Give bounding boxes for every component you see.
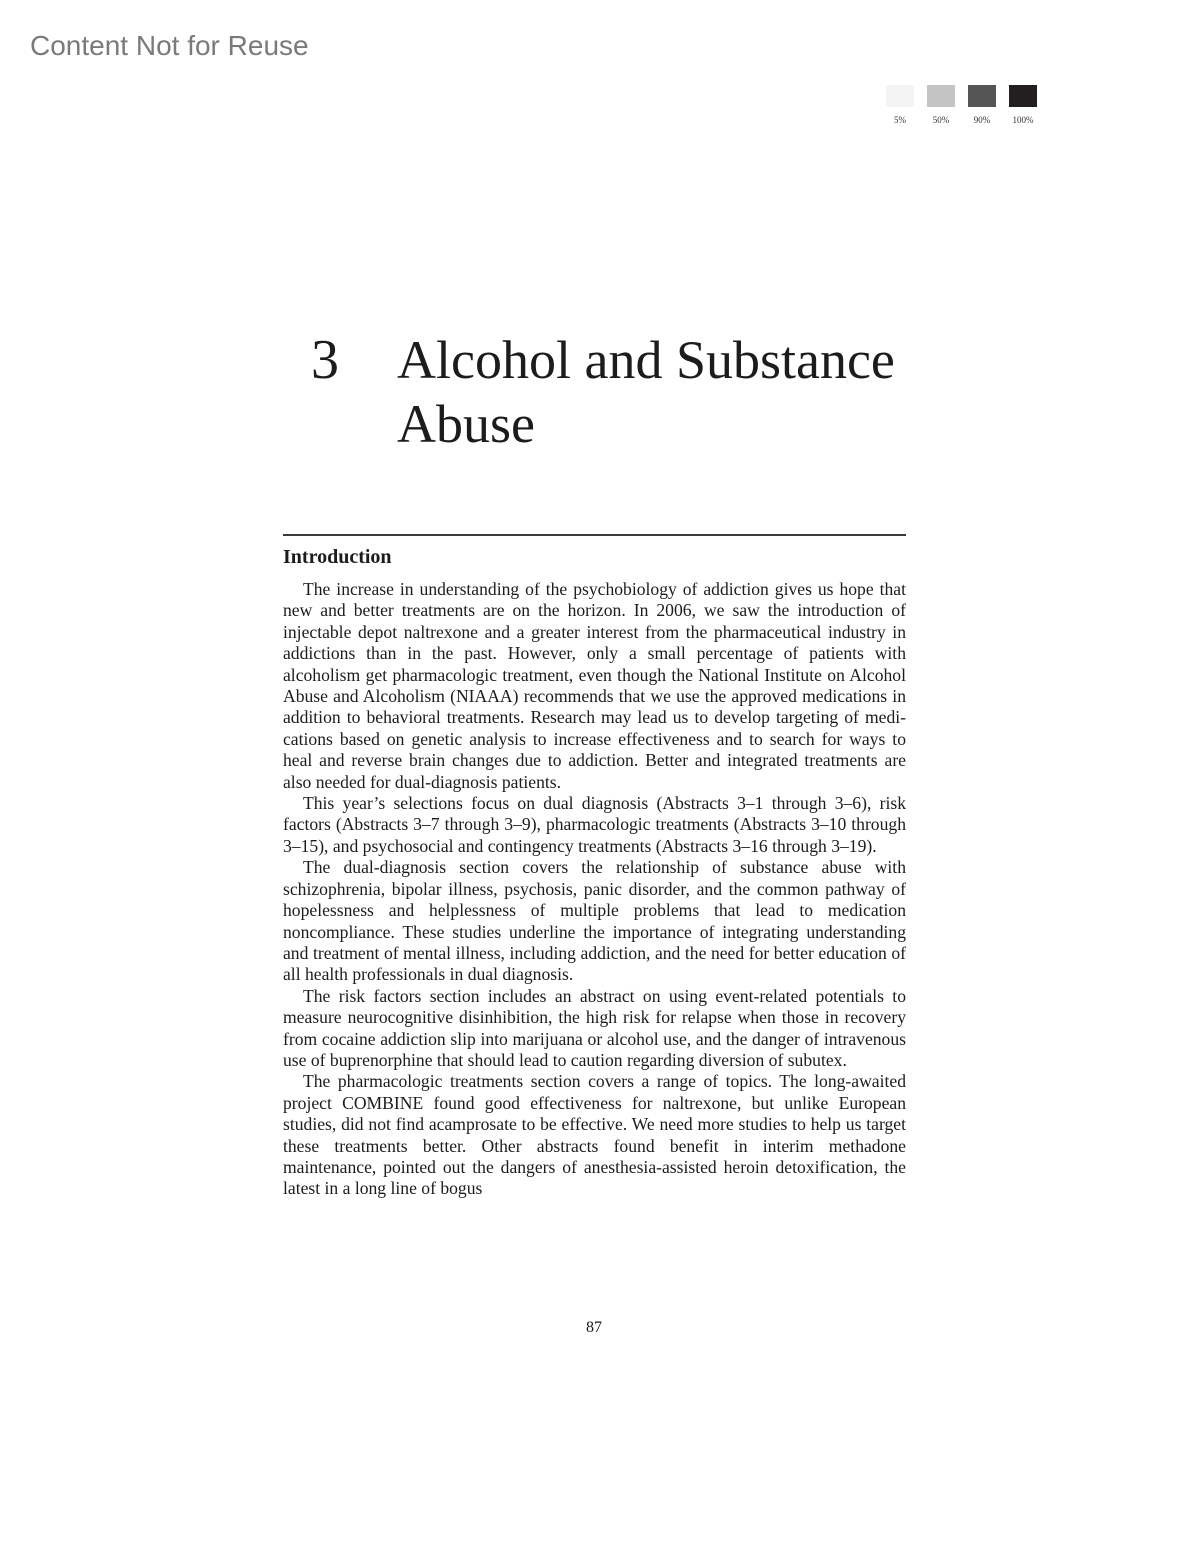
swatch-fill [886,85,914,107]
printer-color-bar [885,85,1038,125]
watermark-text: Content Not for Reuse [30,30,309,61]
chapter-title: Alcohol and Substance Abuse [397,330,895,454]
swatch-label: 100% [1012,115,1034,125]
color-swatch-50 [926,85,956,125]
swatch-label: 5% [894,115,906,125]
section-heading: Introduction [283,546,392,568]
swatch-label: 90% [973,115,991,125]
paragraph: The dual-diagnosis section covers the relationship of substance abuse with schizophrenia, bipolar illness, psychosis, panic disorder, and the common pathway of hopelessness and helplessness of multiple problems that lead to medication noncompliance. These studies underline the importance of integrating understanding and treatment of mental illness, including addiction, and the need for better education of all health professionals in dual diagnosis. [283,857,906,985]
swatch-fill [927,85,955,107]
paragraph: The increase in understanding of the psychobiology of addiction gives us hope that new and better treatments are on the horizon. In 2006, we saw the introduction of injectable depot naltrexone and a greater interest from the pharmaceutical industry in addictions than in the past. However, only a small percentage of patients with alcoholism get pharmacologic treatment, even though the National Institute on Alcohol Abuse and Alcoholism (NIAAA) recommends that we use the approved medications in addition to behavioral treatments. Research may lead us to develop targeting of medications based on genetic analysis to increase effectiveness and to search for ways to heal and reverse brain changes due to addiction. Better and integrated treatments are also needed for dual-diagnosis patients. [283,579,906,792]
swatch-label: 50% [932,115,950,125]
color-swatch-5 [885,85,915,125]
body-text [283,579,906,1200]
chapter-number: 3 [311,329,339,391]
swatch-fill [968,85,996,107]
color-swatch-100 [1008,85,1038,125]
page-number: 87 [586,1319,602,1336]
color-swatch-90 [967,85,997,125]
paragraph: The pharmacologic treatments section covers a range of topics. The long-awaited project COMBINE found good effectiveness for naltrexone, but unlike European studies, did not find acamprosate to be effective. We need more studies to help us target these treatments better. Other abstracts found benefit in interim methadone maintenance, pointed out the dangers of anesthesia-assisted heroin detoxification, the latest in a long line of bogus [283,1071,906,1199]
paragraph: The risk factors section includes an abstract on using event-related potentials to measure neurocognitive disinhibition, the high risk for relapse when those in recovery from cocaine addiction slip into marijuana or alcohol use, and the danger of intravenous use of buprenorphine that should lead to caution regarding diversion of subutex. [283,985,906,1070]
paragraph: This year’s selections focus on dual diagnosis (Abstracts 3–1 through 3–6), risk factors (Abstracts 3–7 through 3–9), pharmacologic treatments (Abstracts 3–10 through 3–15), and psychosocial and contingency treatments (Abstracts 3–16 through 3–19). [283,793,906,856]
swatch-fill [1009,85,1037,107]
section-divider [283,534,906,536]
